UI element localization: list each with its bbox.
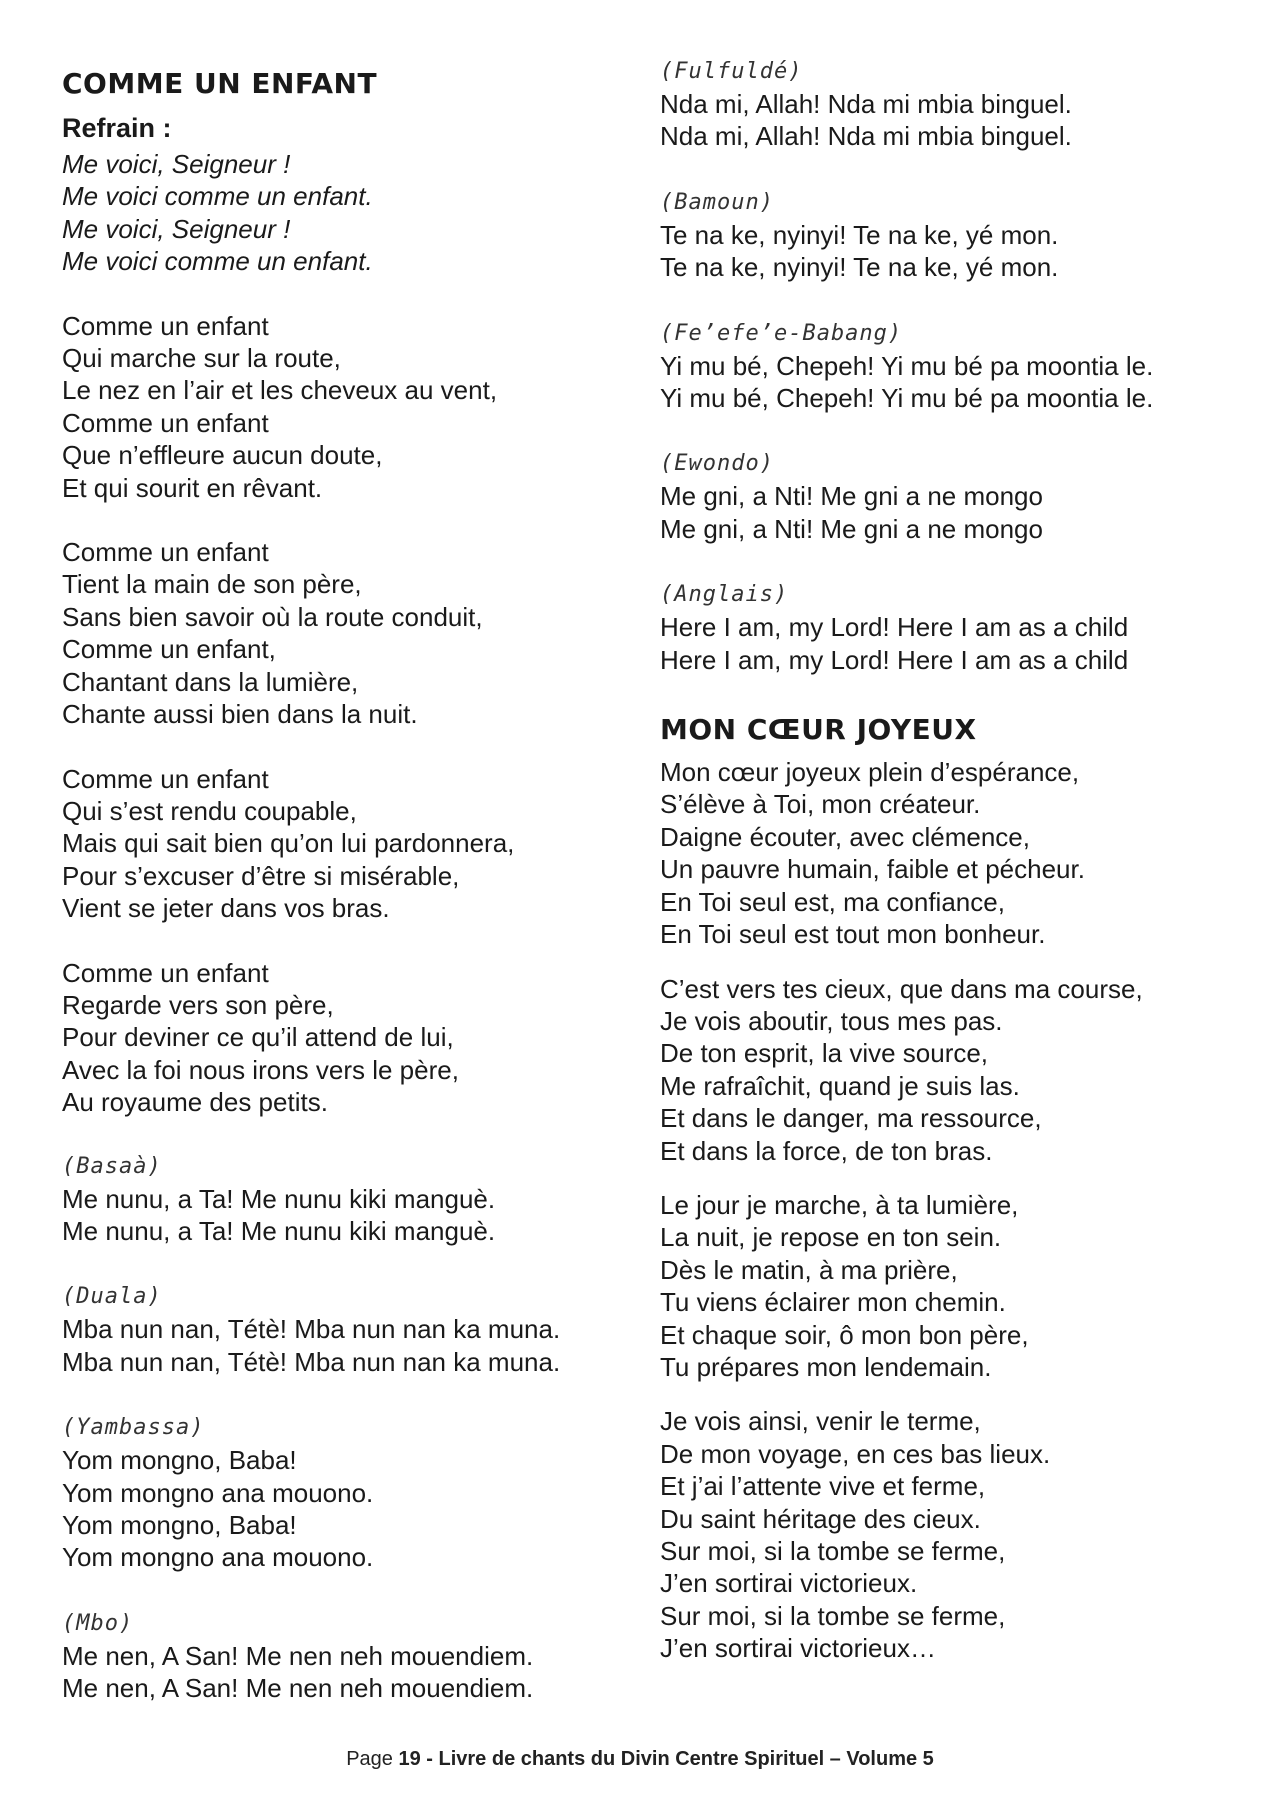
language-label: (Bamoun) bbox=[660, 189, 774, 215]
language-label: (Basaà) bbox=[62, 1153, 162, 1179]
verse-line: Et dans la force, de ton bras. bbox=[660, 1135, 993, 1166]
verse-line: Mais qui sait bien qu’on lui pardonnera, bbox=[62, 828, 515, 859]
verse-line: Au royaume des petits. bbox=[62, 1087, 328, 1118]
translation-line: Me gni, a Nti! Me gni a ne mongo bbox=[660, 481, 1043, 512]
verse-line: Et j’ai l’attente vive et ferme, bbox=[660, 1471, 986, 1502]
page-footer bbox=[0, 1748, 1280, 1771]
language-label: (Mbo) bbox=[62, 1610, 134, 1636]
translation-block bbox=[660, 187, 1260, 284]
translation-line: Yom mongno ana mouono. bbox=[62, 1477, 374, 1508]
translation-line: Te na ke, nyinyi! Te na ke, yé mon. bbox=[660, 252, 1059, 283]
verse-line: En Toi seul est, ma confiance, bbox=[660, 886, 1005, 917]
verse-line: Daigne écouter, avec clémence, bbox=[660, 821, 1030, 852]
stanza bbox=[660, 756, 1260, 950]
verse-line: Sans bien savoir où la route conduit, bbox=[62, 601, 483, 632]
translation-block bbox=[62, 1608, 622, 1705]
stanza bbox=[660, 1189, 1260, 1383]
verse-line: Vient se jeter dans vos bras. bbox=[62, 893, 390, 924]
refrain-line: Me voici, Seigneur ! bbox=[62, 213, 291, 244]
verse-line: Avec la foi nous irons vers le père, bbox=[62, 1054, 459, 1085]
verse-line: Tient la main de son père, bbox=[62, 569, 362, 600]
refrain-line: Me voici comme un enfant. bbox=[62, 181, 373, 212]
verse-line: Qui s’est rendu coupable, bbox=[62, 795, 357, 826]
language-label: (Duala) bbox=[62, 1284, 162, 1310]
verse-line: Je vois aboutir, tous mes pas. bbox=[660, 1005, 1003, 1036]
translation-block bbox=[660, 56, 1260, 153]
stanza bbox=[660, 1405, 1260, 1664]
footer-text: - Livre de chants du Divin Centre Spirituel – Volume 5 bbox=[420, 1748, 934, 1770]
verse-line: Chantant dans la lumière, bbox=[62, 666, 359, 697]
verse-line: Comme un enfant bbox=[62, 407, 269, 438]
page-number: 19 bbox=[398, 1748, 421, 1770]
translation-line: Nda mi, Allah! Nda mi mbia binguel. bbox=[660, 89, 1072, 119]
verse-line: J’en sortirai victorieux… bbox=[660, 1633, 936, 1664]
verse-line: Et qui sourit en rêvant. bbox=[62, 472, 323, 503]
stanza bbox=[62, 763, 622, 925]
verse-line: La nuit, je repose en ton sein. bbox=[660, 1222, 1002, 1253]
language-label: (Ewondo) bbox=[660, 451, 774, 477]
verse-line: Qui marche sur la route, bbox=[62, 343, 341, 374]
verse-line: Dès le matin, à ma prière, bbox=[660, 1254, 958, 1285]
verse-line: En Toi seul est tout mon bonheur. bbox=[660, 919, 1046, 950]
translation-line: Yom mongno, Baba! bbox=[62, 1445, 297, 1476]
translation-line: Here I am, my Lord! Here I am as a child bbox=[660, 644, 1129, 675]
verse-line: Me rafraîchit, quand je suis las. bbox=[660, 1070, 1020, 1101]
translation-line: Yi mu bé, Chepeh! Yi mu bé pa moontia le. bbox=[660, 383, 1154, 414]
verse-line: J’en sortirai victorieux. bbox=[660, 1568, 918, 1599]
verse-line: Chante aussi bien dans la nuit. bbox=[62, 699, 418, 730]
verse-line: Pour deviner ce qu’il attend de lui, bbox=[62, 1022, 454, 1053]
translation-line: Here I am, my Lord! Here I am as a child bbox=[660, 612, 1129, 643]
verse-line: Comme un enfant bbox=[62, 310, 269, 341]
verse-line: De ton esprit, la vive source, bbox=[660, 1038, 989, 1069]
translation-line: Mba nun nan, Tétè! Mba nun nan ka muna. bbox=[62, 1346, 561, 1377]
translation-line: Me nen, A San! Me nen neh mouendiem. bbox=[62, 1640, 534, 1671]
verse-line: Pour s’excuser d’être si misérable, bbox=[62, 860, 460, 891]
translation-block bbox=[660, 318, 1260, 415]
verse-line: Comme un enfant, bbox=[62, 634, 276, 665]
refrain bbox=[62, 148, 622, 278]
verse-line: Mon cœur joyeux plein d’espérance, bbox=[660, 757, 1080, 788]
translation-line: Me nunu, a Ta! Me nunu kiki manguè. bbox=[62, 1183, 496, 1214]
verse-line: Regarde vers son père, bbox=[62, 989, 334, 1020]
verse-line: Je vois ainsi, venir le terme, bbox=[660, 1406, 981, 1437]
stanza bbox=[660, 973, 1260, 1167]
song-title: MON CŒUR JOYEUX bbox=[660, 713, 977, 747]
stanza bbox=[62, 310, 622, 504]
translation-block bbox=[660, 579, 1260, 676]
footer-prefix: Page bbox=[346, 1748, 399, 1770]
stanza bbox=[62, 957, 622, 1119]
translation-line: Nda mi, Allah! Nda mi mbia binguel. bbox=[660, 121, 1072, 152]
verse-line: Tu viens éclairer mon chemin. bbox=[660, 1287, 1006, 1318]
verse-line: S’élève à Toi, mon créateur. bbox=[660, 789, 981, 820]
translation-line: Yom mongno ana mouono. bbox=[62, 1542, 374, 1573]
verse-line: Et chaque soir, ô mon bon père, bbox=[660, 1319, 1029, 1350]
verse-line: Comme un enfant bbox=[62, 537, 269, 568]
verse-line: Du saint héritage des cieux. bbox=[660, 1503, 981, 1534]
translation-block bbox=[62, 1151, 622, 1248]
verse-line: Et dans le danger, ma ressource, bbox=[660, 1103, 1042, 1134]
language-label: (Yambassa) bbox=[62, 1415, 205, 1441]
translation-line: Me nen, A San! Me nen neh mouendiem. bbox=[62, 1673, 534, 1704]
translation-line: Yom mongno, Baba! bbox=[62, 1510, 297, 1540]
verse-line: Comme un enfant bbox=[62, 957, 269, 988]
refrain-line: Me voici comme un enfant. bbox=[62, 246, 373, 277]
verse-line: Le jour je marche, à ta lumière, bbox=[660, 1189, 1019, 1220]
song-title: COMME UN ENFANT bbox=[62, 67, 378, 100]
left-column bbox=[62, 62, 622, 1739]
language-label: (Fe’efe’e-Babang) bbox=[660, 320, 903, 346]
translation-line: Me nunu, a Ta! Me nunu kiki manguè. bbox=[62, 1215, 496, 1246]
verse-line: Tu prépares mon lendemain. bbox=[660, 1351, 992, 1382]
translation-block bbox=[62, 1281, 622, 1378]
translation-line: Mba nun nan, Tétè! Mba nun nan ka muna. bbox=[62, 1314, 561, 1345]
translation-block bbox=[62, 1412, 622, 1574]
language-label: (Anglais) bbox=[660, 582, 789, 608]
verse-line: Sur moi, si la tombe se ferme, bbox=[660, 1536, 1006, 1566]
verse-line: Le nez en l’air et les cheveux au vent, bbox=[62, 375, 498, 406]
verse-line: Que n’effleure aucun doute, bbox=[62, 440, 383, 471]
verse-line: Sur moi, si la tombe se ferme, bbox=[660, 1600, 1006, 1631]
translation-line: Me gni, a Nti! Me gni a ne mongo bbox=[660, 513, 1043, 544]
translation-line: Yi mu bé, Chepeh! Yi mu bé pa moontia le. bbox=[660, 350, 1154, 381]
language-label: (Fulfuldé) bbox=[660, 59, 803, 84]
refrain-label: Refrain : bbox=[62, 113, 172, 143]
verse-line: Un pauvre humain, faible et pécheur. bbox=[660, 854, 1085, 885]
verse-line: C’est vers tes cieux, que dans ma course, bbox=[660, 973, 1143, 1004]
verse-line: Comme un enfant bbox=[62, 763, 269, 794]
refrain-line: Me voici, Seigneur ! bbox=[62, 149, 291, 179]
right-column bbox=[660, 59, 1260, 1687]
translation-block bbox=[660, 448, 1260, 545]
verse-line: De mon voyage, en ces bas lieux. bbox=[660, 1438, 1051, 1469]
translation-line: Te na ke, nyinyi! Te na ke, yé mon. bbox=[660, 219, 1059, 250]
stanza bbox=[62, 536, 622, 730]
